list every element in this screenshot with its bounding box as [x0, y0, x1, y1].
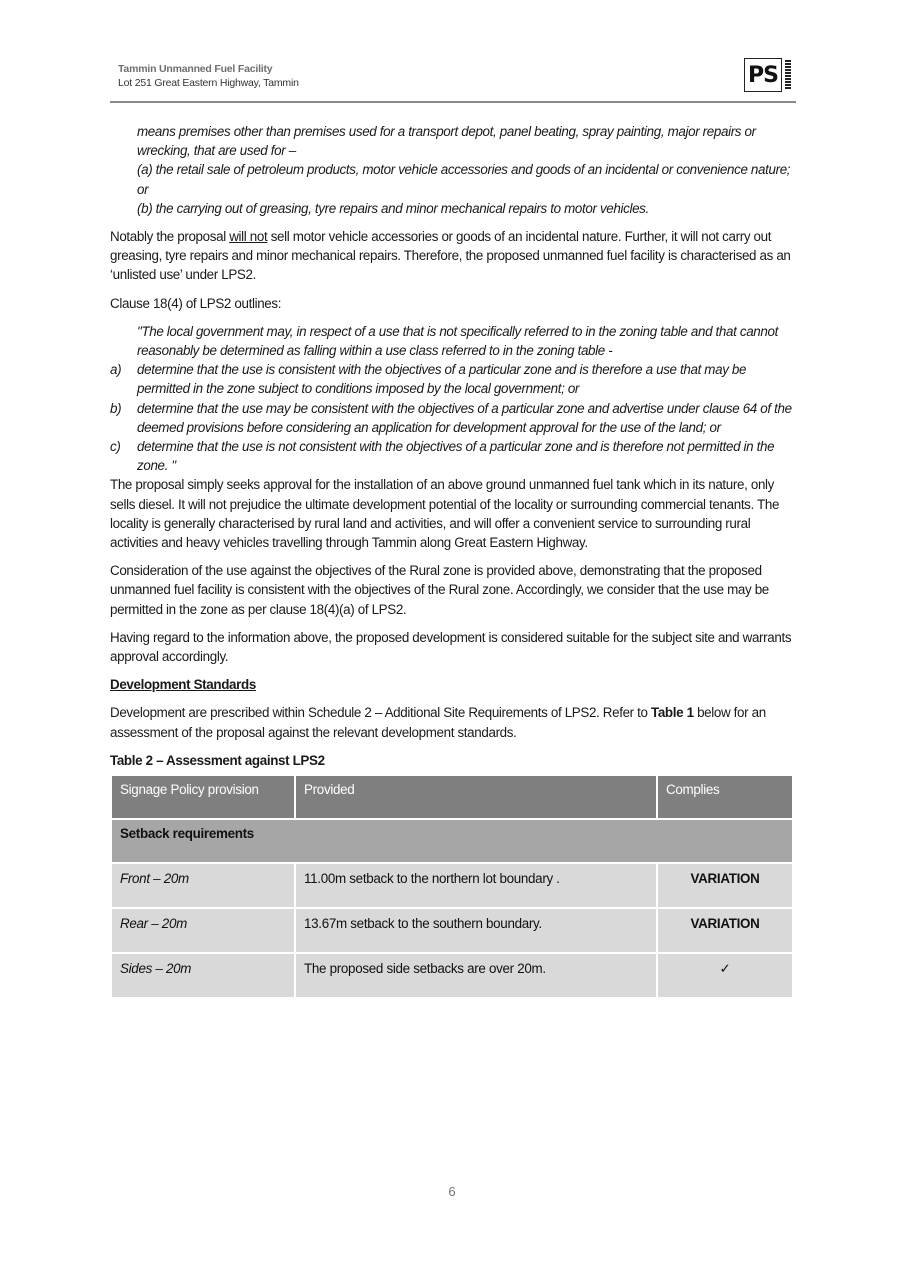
table-caption: Table 2 – Assessment against LPS2: [110, 752, 325, 768]
ps-logo-icon: [744, 58, 794, 94]
table-row: [111, 908, 793, 953]
document-title: Tammin Unmanned Fuel Facility: [118, 63, 273, 75]
checkmark-icon: ✓: [657, 953, 793, 998]
paragraph-rural-zone: Consideration of the use against the objectives of the Rural zone is provided above, demonstrating that the proposed unmanned fuel facility is consistent with the objectives of the Rural zone. Accordingly, we consider that the use may be permitted in the zone as per clause 18(4)(a) of LPS2.: [110, 563, 769, 617]
cell-provided: The proposed side setbacks are over 20m.: [295, 953, 657, 998]
clause-item-mark: c): [110, 439, 121, 455]
table-reference: Table 1: [651, 705, 694, 721]
section-label: Setback requirements: [111, 819, 793, 863]
table-row: [111, 863, 793, 908]
table-row: [111, 953, 793, 998]
definition-line: means premises other than premises used for a transport depot, panel beating, spray painting, major repairs or wrecking, that are used for –: [137, 124, 756, 159]
table-header-row: [111, 775, 793, 819]
logo-side-strip: [785, 60, 791, 90]
paragraph-dev-standards: [110, 703, 796, 741]
page-body: [110, 122, 796, 999]
column-header-provision: Signage Policy provision: [111, 775, 295, 819]
definition-quote: [110, 122, 796, 218]
clause-item: [110, 399, 796, 437]
cell-provision: Sides – 20m: [111, 953, 295, 998]
column-header-complies: Complies: [657, 775, 793, 819]
paragraph-proposal: The proposal simply seeks approval for the installation of an above ground unmanned fuel tank which in its nature, only sells diesel. It will not prejudice the ultimate development potential of the locality or surrounding commercial tenants. The locality is generally characterised by rural land and activities, and will offer a convenient service to surrounding rural activities and heavy vehicles travelling through Tammin along Great Eastern Highway.: [110, 477, 780, 551]
text-run: below for an assessment of the proposal against the relevant development standards.: [110, 705, 766, 740]
assessment-table: [110, 774, 794, 999]
clause-item-text: determine that the use is consistent with the objectives of a particular zone and is therefore a use that may be permitted in the zone subject to conditions imposed by the local government; or: [137, 362, 747, 397]
paragraph-conclusion: Having regard to the information above, the proposed development is considered suitable for the subject site and warrants approval accordingly.: [110, 629, 792, 665]
clause-item-mark: a): [110, 362, 122, 378]
page-number: 6: [448, 1184, 456, 1199]
column-header-provided: Provided: [295, 775, 657, 819]
logo-text: PS: [744, 58, 782, 92]
clause-item-text: determine that the use may be consistent with the objectives of a particular zone and advertise under clause 64 of the deemed provisions before considering an application for development approval for the use of the land; or: [137, 400, 792, 435]
cell-complies: VARIATION: [657, 863, 793, 908]
paragraph-clause-intro: Clause 18(4) of LPS2 outlines:: [110, 295, 282, 311]
clause-intro: "The local government may, in respect of a use that is not specifically referred to in the zoning table and that cannot reasonably be determined as falling within a use class referred to in the zoning table -: [137, 323, 778, 359]
definition-line: (b) the carrying out of greasing, tyre repairs and minor mechanical repairs to motor vehicles.: [137, 200, 649, 216]
cell-complies: VARIATION: [657, 908, 793, 953]
section-heading: Development Standards: [110, 677, 256, 693]
cell-provision: Rear – 20m: [111, 908, 295, 953]
clause-item-mark: b): [110, 400, 122, 416]
clause-item-text: determine that the use is not consistent with the objectives of a particular zone and is therefore not permitted in the zone. ": [137, 439, 775, 474]
cell-provided: 11.00m setback to the northern lot boundary .: [295, 863, 657, 908]
underlined-text: will not: [229, 229, 268, 245]
header-divider: [110, 101, 796, 103]
document-subtitle: Lot 251 Great Eastern Highway, Tammin: [118, 77, 299, 89]
cell-provision: Front – 20m: [111, 863, 295, 908]
definition-line: (a) the retail sale of petroleum products, motor vehicle accessories and goods of an incidental or convenience nature; or: [137, 162, 791, 197]
cell-provided: 13.67m setback to the southern boundary.: [295, 908, 657, 953]
clause-item: [110, 437, 796, 475]
text-run: sell motor vehicle accessories or goods of an incidental nature. Further, it will not carry out greasing, tyre repairs and minor mechanical repairs. Therefore, the proposed unmanned fuel facility is characterised as an ‘unlisted use’ under LPS2.: [110, 229, 791, 283]
clause-item: [110, 360, 796, 398]
text-run: Notably the proposal: [110, 229, 230, 245]
page-header: [118, 62, 794, 90]
clause-list: [110, 360, 796, 475]
clause-quote: [110, 322, 796, 360]
table-section-row: [111, 819, 793, 863]
text-run: Development are prescribed within Schedule 2 – Additional Site Requirements of LPS2. Refer to: [110, 705, 651, 721]
paragraph-unlisted-use: [110, 227, 796, 285]
